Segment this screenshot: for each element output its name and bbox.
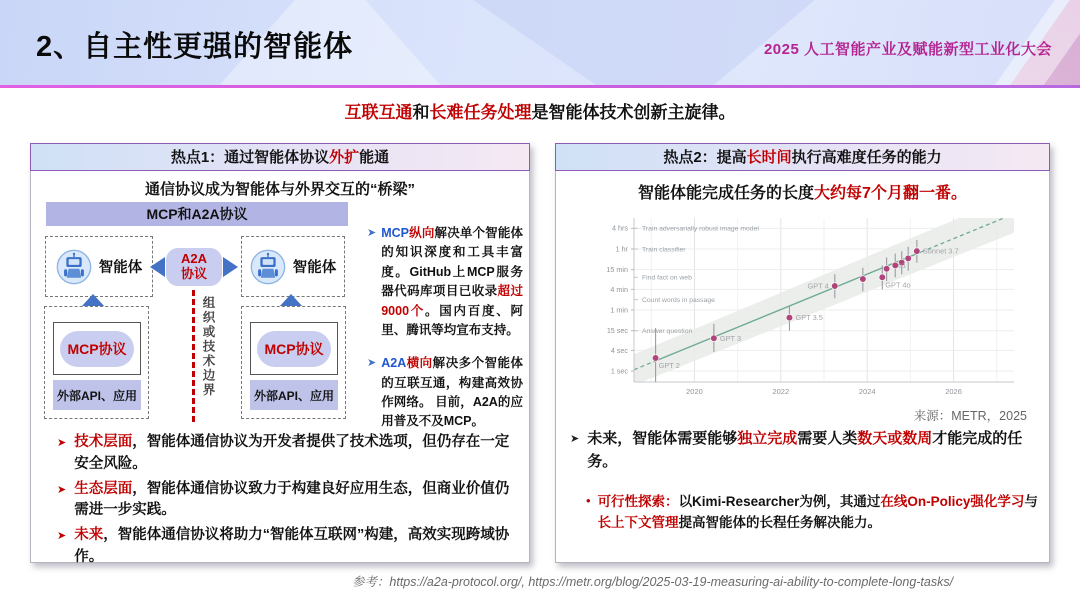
svg-text:GPT 3.5: GPT 3.5	[795, 313, 823, 323]
robot-icon	[250, 249, 286, 285]
bullet-eco	[53, 479, 523, 523]
a2a-label-line1: A2A	[180, 251, 207, 267]
boundary-dashed-line	[192, 290, 195, 422]
a2a-protocol-pill	[166, 248, 222, 286]
boundary-label: 组织或技术边界	[201, 296, 215, 398]
page-title: 2、自主性更强的智能体	[36, 31, 354, 63]
svg-text:4 hrs: 4 hrs	[612, 223, 628, 233]
svg-text:1 hr: 1 hr	[615, 244, 628, 254]
metr-chart	[586, 210, 1022, 406]
protocol-notes	[367, 224, 523, 446]
svg-text:Answer question: Answer question	[642, 328, 693, 336]
svg-text:4 min: 4 min	[610, 284, 628, 294]
bullet-future-tasks	[570, 428, 1042, 473]
slide-subtitle: 互联互通和长难任务处理是智能体技术创新主旋律。	[344, 103, 736, 122]
note-mcp	[367, 224, 523, 340]
conference-title: 2025 人工智能产业及赋能新型工业化大会	[763, 41, 1052, 58]
svg-text:GPT 4o: GPT 4o	[885, 280, 911, 290]
svg-text:GPT 2: GPT 2	[658, 361, 680, 371]
bullet-future	[53, 525, 523, 569]
stack-box-left	[44, 306, 149, 419]
bullet-arrow-icon: ➤	[57, 530, 67, 542]
chart-source: 来源：METR，2025	[913, 409, 1027, 423]
svg-text:Find fact on web: Find fact on web	[642, 274, 692, 282]
reference-footer: 参考：https://a2a-protocol.org/, https://metr.org/blog/2025-03-19-measuring-ai-ability-to-complete-long-tasks/	[351, 575, 954, 589]
bullet-arrow-icon: ➤	[57, 437, 67, 449]
mcp-a2a-banner: MCP和A2A协议	[46, 202, 348, 226]
bullet-text: 未来，智能体需要能够独立完成需要人类数天或数周才能完成的任务。	[587, 430, 1023, 470]
note-text: MCP纵向解决单个智能体的知识深度和工具丰富度。GitHub上MCP服务器代码库项目已收录超过9000个。国内百度、阿里、腾讯等均宣布支持。	[381, 226, 523, 337]
svg-text:2020: 2020	[686, 387, 703, 396]
mcp-solid-box	[53, 322, 141, 375]
diagram-title: 通信协议成为智能体与外界交互的“桥梁”	[144, 181, 415, 198]
agent-box-left	[45, 236, 153, 297]
svg-text:Sonnet 3.7: Sonnet 3.7	[922, 246, 959, 256]
metr-scatter-plot	[586, 210, 1022, 406]
svg-text:4 sec: 4 sec	[610, 345, 628, 355]
left-bullet-list	[53, 432, 523, 572]
bullet-text: 未来，智能体通信协议将助力“智能体互联网”构建，高效实现跨域协作。	[74, 527, 510, 565]
svg-text:15 min: 15 min	[606, 265, 628, 275]
arrow-right-icon	[223, 257, 238, 277]
svg-text:1 min: 1 min	[610, 305, 628, 315]
external-api-box: 外部API、应用	[53, 380, 141, 410]
panel-2-title: 热点2：提高长时间执行高难度任务的能力	[555, 143, 1050, 171]
svg-text:GPT 4: GPT 4	[807, 281, 829, 291]
panel-hotspot-2	[555, 143, 1050, 563]
agent-label: 智能体	[292, 260, 337, 276]
slide-header	[0, 0, 1080, 85]
svg-text:o1: o1	[897, 260, 907, 270]
stack-box-right	[241, 306, 346, 419]
robot-icon	[56, 249, 92, 285]
panel-hotspot-1	[30, 143, 530, 563]
svg-text:2026: 2026	[945, 387, 962, 396]
svg-text:Train adversarially robust ima: Train adversarially robust image model	[642, 225, 759, 233]
chart-subtitle: 智能体能完成任务的长度大约每7个月翻一番。	[638, 185, 967, 202]
sub-bullet-kimi	[586, 492, 1038, 534]
svg-text:15 sec: 15 sec	[606, 326, 628, 336]
mcp-solid-box	[250, 322, 338, 375]
bullet-text: 技术层面，智能体通信协议为开发者提供了技术选项，但仍存在一定安全风险。	[74, 434, 510, 472]
bullet-arrow-icon: ➤	[570, 433, 580, 445]
panel-1-title: 热点1：通过智能体协议外扩能通	[30, 143, 530, 171]
dot-bullet-icon: •	[586, 493, 591, 508]
header-divider	[0, 85, 1080, 88]
mcp-protocol-pill: MCP协议	[257, 331, 331, 367]
note-text: A2A横向解决多个智能体的互联互通，构建高效协作网络。 目前，A2A的应用普及不及MCP。	[381, 356, 523, 429]
sub-bullet-text: 可行性探索：以Kimi-Researcher为例，其通过在线On-Policy强化学习与长上下文管理提高智能体的长程任务解决能力。	[597, 494, 1038, 530]
mcp-protocol-pill: MCP协议	[60, 331, 134, 367]
note-arrow-icon: ➤	[367, 227, 377, 239]
svg-text:GPT 3: GPT 3	[719, 333, 742, 343]
bullet-text: 生态层面，智能体通信协议致力于构建良好应用生态，但商业价值仍需进一步实践。	[74, 480, 510, 519]
bullet-tech	[53, 432, 523, 476]
svg-text:Train classifier: Train classifier	[642, 246, 686, 254]
note-arrow-icon: ➤	[367, 357, 377, 370]
external-api-box: 外部API、应用	[250, 380, 338, 410]
arrow-left-icon	[150, 257, 165, 277]
svg-text:1 sec: 1 sec	[610, 366, 628, 376]
agent-box-right	[241, 236, 345, 297]
svg-text:2024: 2024	[858, 387, 876, 396]
agent-label: 智能体	[98, 260, 143, 276]
bullet-arrow-icon: ➤	[57, 483, 67, 496]
svg-text:2022: 2022	[772, 387, 790, 396]
svg-text:Count words in passage: Count words in passage	[642, 297, 715, 305]
a2a-label-line2: 协议	[180, 266, 207, 281]
note-a2a	[367, 354, 523, 432]
